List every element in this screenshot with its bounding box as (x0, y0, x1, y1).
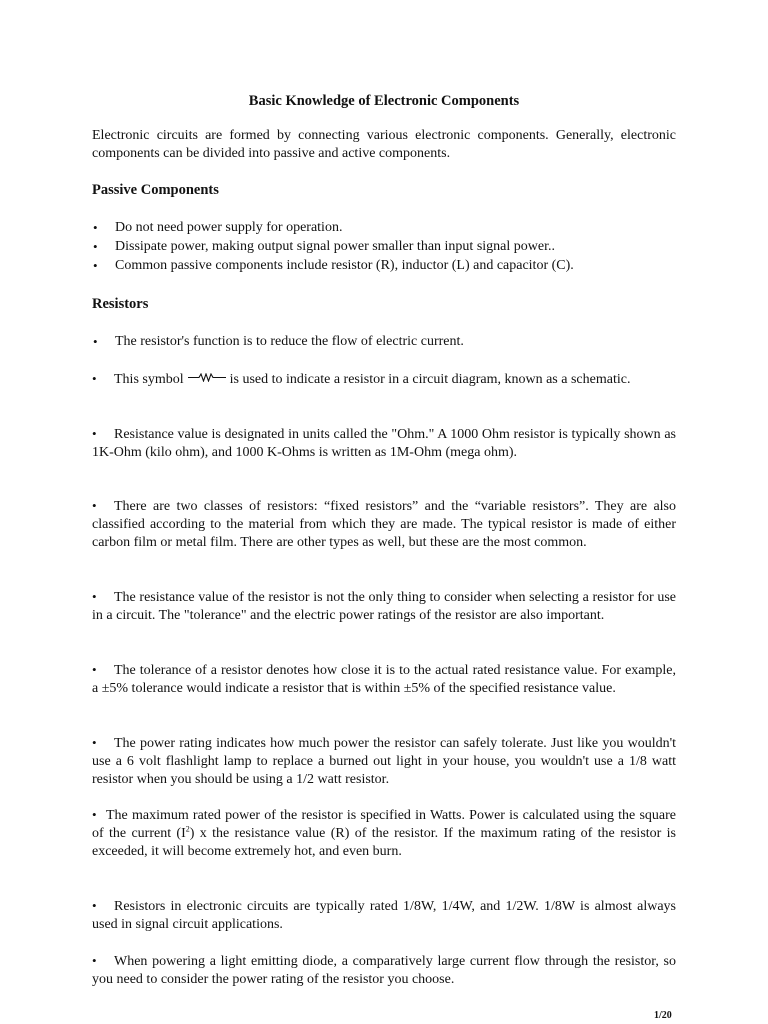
passive-item-2: • Dissipate power, making output signal power smaller than input signal power.. (115, 238, 676, 256)
bullet-icon: • (92, 371, 97, 386)
passive-heading: Passive Components (92, 182, 219, 198)
resistor-point-6: • The tolerance of a resistor denotes how close it is to the actual rated resistance value. For example, a ±5% tolerance would indicate a resistor that is within ±5% of the specified resistance value. (92, 662, 676, 697)
passive-item-1: • Do not need power supply for operation. (115, 219, 676, 237)
bullet-icon: • (92, 807, 97, 822)
resistors-heading: Resistors (92, 296, 149, 312)
resistor-symbol-icon (188, 373, 226, 382)
bullet-icon: • (92, 498, 97, 513)
resistor-point-1: • The resistor's function is to reduce the flow of electric current. (115, 333, 676, 351)
intro-paragraph: Electronic circuits are formed by connecting various electronic components. Generally, electronic components can be divided into passive and active components. (92, 128, 676, 162)
bullet-icon: • (92, 953, 97, 968)
resistor-point-10: • When powering a light emitting diode, a comparatively large current flow through the resistor, so you need to consider the power rating of the resistor you choose. (92, 953, 676, 988)
resistor-point-9: • Resistors in electronic circuits are typically rated 1/8W, 1/4W, and 1/2W. 1/8W is almost always used in signal circuit applications. (92, 898, 676, 933)
bullet-icon: • (92, 898, 97, 913)
resistor-point-3: • Resistance value is designated in units called the "Ohm." A 1000 Ohm resistor is typically shown as 1K-Ohm (kilo ohm), and 1000 K-Ohms is written as 1M-Ohm (mega ohm). (92, 426, 676, 461)
bullet-icon: • (92, 735, 97, 750)
bullet-icon: • (92, 426, 97, 441)
resistor-point-5: • The resistance value of the resistor is not the only thing to consider when selecting a resistor for use in a circuit. The "tolerance" and the electric power ratings of the resistor are also important. (92, 589, 676, 624)
bullet-icon: • (92, 662, 97, 677)
bullet-icon: • (92, 589, 97, 604)
page-number: 1/20 (654, 1010, 672, 1021)
document-title: Basic Knowledge of Electronic Components (248, 93, 520, 109)
resistor-point-7: • The power rating indicates how much power the resistor can safely tolerate. Just like you wouldn't use a 6 volt flashlight lamp to replace a burned out light in your house, you wouldn't use a 1/8 watt resistor when you should be using a 1/2 watt resistor. (92, 735, 676, 788)
resistor-point-4: • There are two classes of resistors: “fixed resistors” and the “variable resistors”. They are also classified according to the material from which they are made. The typical resistor is made of either carbon film or metal film. There are other types as well, but these are the most common. (92, 498, 676, 551)
resistor-point-2: • This symbol is used to indicate a resistor in a circuit diagram, known as a schematic. (92, 371, 631, 387)
passive-item-3: • Common passive components include resistor (R), inductor (L) and capacitor (C). (115, 257, 676, 275)
resistor-point-8: • The maximum rated power of the resistor is specified in Watts. Power is calculated using the square of the current $(I^2)$ x the resistance value (R) of the resistor. If the maximum rating of the resistor is exceeded, it will become extremely hot, and even burn. (92, 807, 676, 860)
